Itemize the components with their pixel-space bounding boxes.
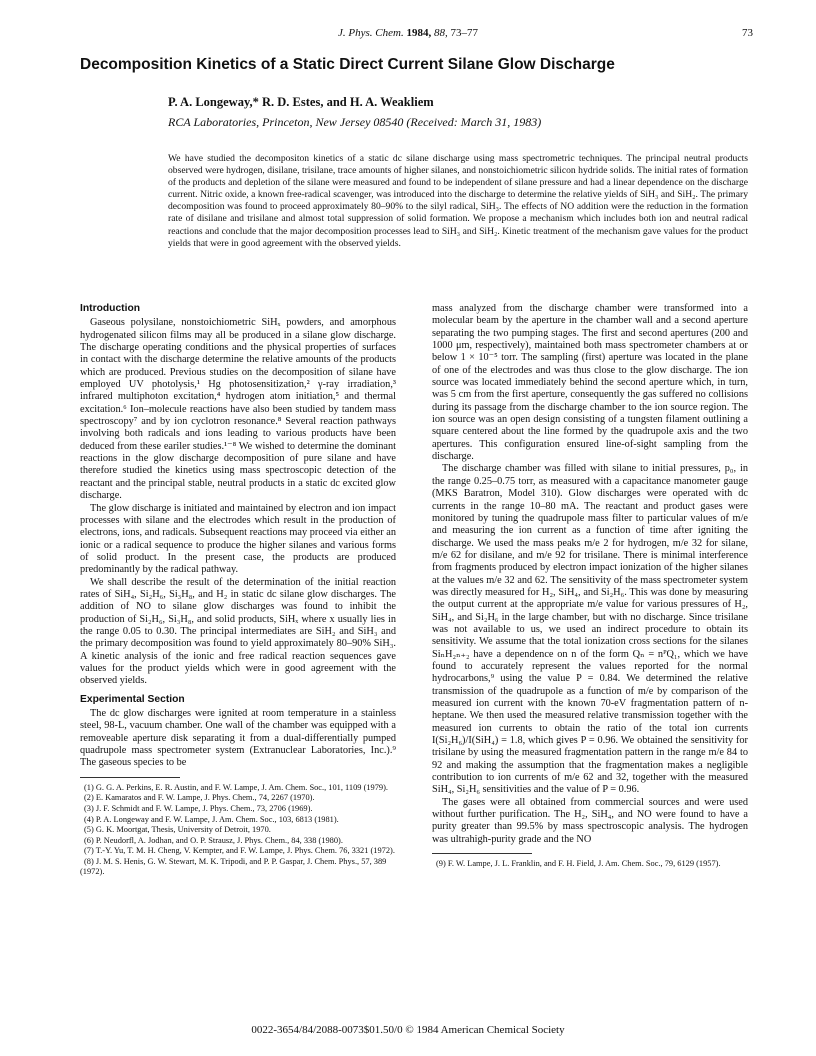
article-title: Decomposition Kinetics of a Static Direct Current Silane Glow Discharge <box>80 56 615 73</box>
left-column <box>80 303 396 878</box>
reference-item: (5) G. K. Moortgat, Thesis, University of Detroit, 1970. <box>84 825 271 835</box>
author-list: P. A. Longeway,* R. D. Estes, and H. A. Weakliem <box>168 95 434 109</box>
section-heading-introduction: Introduction <box>80 303 141 314</box>
reference-list <box>80 783 396 878</box>
experimental-paragraph: The dc glow discharges were ignited at room temperature in a stainless steel, 98-L, vacuum chamber. One wall of the chamber was equipped with a removeable aperture disk separating it from a dual-differentially pumped quadrupole mass spectrometer system (Extranuclear Laboratories, Inc.).⁹ The gaseous species to be <box>80 708 396 769</box>
affiliation: RCA Laboratories, Princeton, New Jersey 08540 (Received: March 31, 1983) <box>168 115 542 129</box>
reference-item: (9) F. W. Lampe, J. L. Franklin, and F. H. Field, J. Am. Chem. Soc., 79, 6129 (1957). <box>436 859 721 869</box>
reference-item: (1) G. G. A. Perkins, E. R. Austin, and F. W. Lampe, J. Am. Chem. Soc., 101, 1109 (1979). <box>84 782 388 792</box>
reference-list <box>432 859 748 870</box>
footnote-rule <box>432 853 532 854</box>
reference-item: (4) P. A. Longeway and F. W. Lampe, J. Am. Chem. Soc., 103, 6813 (1981). <box>84 814 339 824</box>
page-number: 73 <box>742 27 753 39</box>
intro-paragraph: Gaseous polysilane, nonstoichiometric SiHₓ powders, and amorphous hydrogenated silicon films may all be produced in a silane glow discharge. The discharge operating conditions and the physical properties of surfaces in contact with the discharge determine the relative amounts of the products which are produced. Previous studies on the decomposition of silane have employed UV photolysis,¹ Hg photosensitization,² γ-ray irradiation,³ infrared multiphoton excitation,⁴ hydrogen atom initiation,⁵ and thermal excitation.⁶ Ion–molecule reactions have also been studied by tandem mass spectroscopy⁷ and by ion cyclotron resonance.⁸ Several reaction pathways involving both radicals and ions leading to various products have been deduced from these eariler studies.¹⁻⁸ We wished to determine the dominant reactions in the glow discharge decomposition of pure silane and have therefore studied the kinetics using mass spectroscopic detection of the reactant and the principal stable, neutral products in a static dc excited glow discharge. <box>80 317 396 502</box>
copyright-footer: 0022-3654/84/2088-0073$01.50/0 © 1984 American Chemical Society <box>251 1024 565 1036</box>
right-column <box>432 303 748 870</box>
reference-item: (3) J. F. Schmidt and F. W. Lampe, J. Phys. Chem., 73, 2706 (1969). <box>84 803 313 813</box>
journal-pages: 73–77 <box>450 27 478 39</box>
journal-name: J. Phys. Chem. <box>338 27 404 39</box>
abstract: We have studied the decompositon kinetics of a static dc silane discharge using mass spectrometric techniques. The principal neutral products observed were hydrogen, disilane, trisilane, trace amounts of higher silanes, and nonstoichiometric silicon hydride solids. The initial rates of formation of the products and depletion of the silane were measured and found to be independent of silane pressure and had a linear dependence on the discharge current. Nitric oxide, a known free-radical scavenger, was introduced into the discharge to determine the relative yields of SiH₃ and SiH₂. The primary decomposition was found to proceed approximately 80–90% to the silyl radical, SiH₃. The effects of NO addition were the reduction in the formation rate of disilane and trisilane and almost total suppression of solid formation. We propose a mechanism which includes both ion and neutral radical reactions and conclude that the major decomposition processes lead to SiH₃ and SiH₂. Kinetic treatment of the mechanism gave values for the product yields that were in good agreement with the observed yields. <box>168 153 748 249</box>
body-paragraph: mass analyzed from the discharge chamber were transformed into a molecular beam by the aperture in the chamber wall and a second aperture separating the two pumping stages. The first and second apertures (200 and 1000 μm, respectively), maintained both mass spectrometer chambers at or below 1 × 10⁻⁵ torr. The sampling (first) aperture was located in the plane of one of the electrodes and was thus close to the glow discharge. The ion source was located immediately behind the second aperture which, in turn, was 5 cm from the first aperture, consequently the gas suffered no collisions during its passage from the discharge chamber to the ion source region. The ion source was an open design consisting of a tungsten filament outlining a square centered about the line formed by the quadrupole axis and the two apertures. This configuration ensured line-of-sight sampling from the discharge. <box>432 303 748 463</box>
section-heading-experimental: Experimental Section <box>80 693 185 705</box>
body-paragraph: The gases were all obtained from commercial sources and were used without further purification. The H₂, SiH₄, and NO were found to have a purity greater than 99.5% by mass spectroscopic analysis. The hydrogen was ultrahigh-purity grade and the NO <box>432 796 748 845</box>
footnote-rule <box>80 777 180 778</box>
reference-item: (7) T.-Y. Yu, T. M. H. Cheng, V. Kempter, and F. W. Lampe, J. Phys. Chem. 76, 3321 (1972). <box>84 846 395 856</box>
reference-item: (2) E. Kamaratos and F. W. Lampe, J. Phys. Chem., 74, 2267 (1970). <box>84 793 315 803</box>
intro-paragraph: The glow discharge is initiated and maintained by electron and ion impact processes with silane and the electrodes which result in the production of electrons, ions, and radicals. Subsequent reactions may proceed via either an ionic or a radical sequence to produce the higher silanes and various forms of solid product. In the present case, the products are produced predominantly by the radical pathway. <box>80 502 396 576</box>
journal-year: 1984, <box>406 27 432 39</box>
running-header <box>0 27 816 39</box>
body-paragraph: The discharge chamber was filled with silane to initial pressures, p₀, in the range 0.25–0.75 torr, as measured with a capacitance manometer gauge (MKS Baratron, Model 310). Glow discharges were operated with dc currents in the range 10–80 mA. The reactant and product gases were monitored by tuning the quadrupole mass filter to particular values of m/e and measuring the ion current as a function of time after igniting the discharge. We used the mass peaks m/e 2 for hydrogen, m/e 32 for silane, m/e 62 for disilane, and m/e 92 for trisilane. There is minimal interference from fragments produced by electron impact ionization of the higher silanes at the values m/e 32 and 62. The sensitivity of the mass spectrometer system was directly measured for H₂, SiH₄, and Si₂H₆. This was done by measuring the output current at the appropriate m/e value for various pressures of H₂, SiH₄, and Si₂H₆ in the large chamber, but with no discharge. Since trisilane was not available to us, we used an indirect procedure to obtain its sensitivity. We assume that the total ionization cross sections for the silanes SiₙH₂ₙ₊₂ have a dependence on n of the form Qₙ = nᴾQ₁, which we have found to accurately represent the values reported for the normal hydrocarbons,⁹ using the value P = 0.84. We determined the relative transmission of the quadrupole as a function of m/e by comparison of the measured ion current with the known 70-eV fragmentation pattern of n-heptane. We then used the measured relative transmission together with the measured ion currents to obtain the ratio of the total ion currents I(Si₂H₆)/I(SiH₄) = 1.8, which gives P = 0.96. We obtained the sensitivity for trisilane by using the measured fragmentation pattern in the range m/e 84 to 92 and making the assumption that the fragmentation makes a negligible contribution to ion currents of m/e 62 and 32, together with the measured SiH₄, Si₂H₆ sensitivities and the value of P = 0.96. <box>432 463 748 796</box>
intro-paragraph: We shall describe the result of the determination of the initial reaction rates of SiH₄, Si₂H₆, Si₃H₈, and H₂ in static dc silane glow discharges. The addition of NO to silane glow discharges was found to inhibit the production of Si₂H₆, Si₃H₈, and solid products, SiHₓ where x usually lies in the range 0.05 to 0.30. The principal intermediates are SiH₂ and SiH₃ and the primary decomposition was found to yield approximately 80–90% SiH₃. A kinetic analysis of the ionic and free radical reaction sequences gave values for the product yields which were in good agreement with the observed yields. <box>80 576 396 687</box>
journal-volume: 88, <box>433 27 448 39</box>
reference-item: (6) P. Neudorfl, A. Jodhan, and O. P. Strausz, J. Phys. Chem., 84, 338 (1980). <box>84 835 343 845</box>
reference-item: (8) J. M. S. Henis, G. W. Stewart, M. K. Tripodi, and P. P. Gaspar, J. Chem. Phys., 57, 389 (1972). <box>80 856 387 877</box>
